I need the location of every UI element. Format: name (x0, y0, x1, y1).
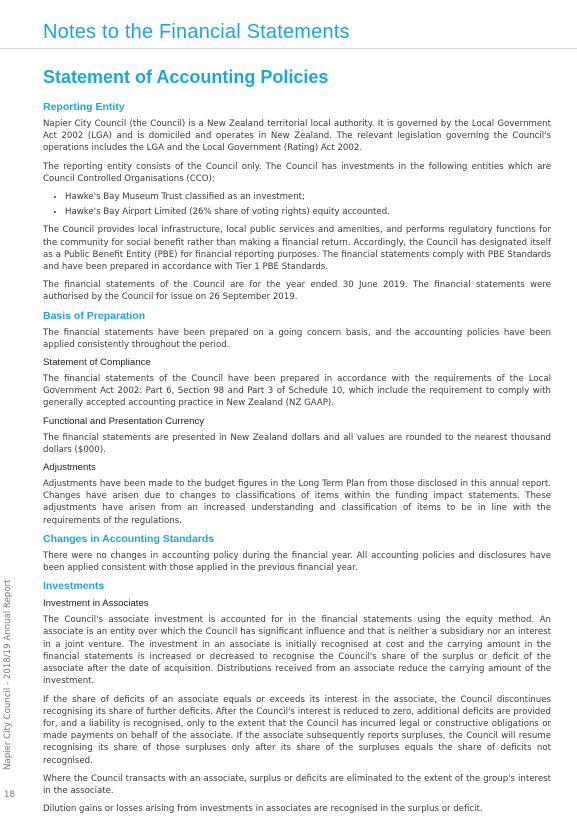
list-item: • Hawke's Bay Museum Trust classified as an investment; (65, 191, 551, 203)
paragraph: If the share of deficits of an associate equals or exceeds its interest in the associate, the Council discontinues recognising its share of further deficits. After the Council's interest is reduced to zero, additional deficits are provided for, and a liability is recognised, only to the extent that the Council has incurred legal or constructive obligations or made payments on behalf of the associate. If the associate subsequently reports surpluses, the Council will resume recognising its share of those surpluses only after its share of the surpluses equals the share of deficits not recognised. (43, 694, 551, 766)
page-header-title: Notes to the Financial Statements (43, 21, 350, 43)
paragraph: The financial statements have been prepared on a going concern basis, and the accounting policies have been applied consistently throughout the period. (43, 327, 551, 350)
paragraph: The financial statements are presented in New Zealand dollars and all values are rounded to the nearest thousand dollars ($000). (43, 432, 551, 455)
paragraph: Where the Council transacts with an associate, surplus or deficits are eliminated to the extent of the group's interest in the associate. (43, 773, 551, 796)
list-item: • Hawke's Bay Airport Limited (26% share of voting rights) equity accounted. (65, 206, 551, 218)
subheading-investment-in-associates: Investment in Associates (43, 598, 149, 610)
paragraph: Dilution gains or losses arising from investments in associates are recognised in the surplus or deficit. (43, 804, 483, 815)
document-title: Statement of Accounting Policies (43, 67, 329, 87)
paragraph: Adjustments have been made to the budget figures in the Long Term Plan from those disclosed in this annual report. Changes have arisen due to changes to classifications of items within the funding impact statements. These adjustments have arisen from an increased understanding and classification of items to be in line with the requirements of the regulations. (43, 479, 551, 526)
subheading-statement-of-compliance: Statement of Compliance (43, 357, 151, 369)
paragraph: The Council's associate investment is accounted for in the financial statements using the equity method. An associate is an entity over which the Council has significant influence and that is neither a subsidiary nor an interest in a joint venture. The investment in an associate is initially recognised at cost and the carrying amount in the financial statements is increased or decreased to recognise the Council's share of the surplus or deficit of the associate after the date of acquisition. Distributions received from an associate reduce the carrying amount of the investment. (43, 615, 551, 687)
heading-basis-of-preparation: Basis of Preparation (43, 309, 146, 322)
heading-investments: Investments (43, 580, 105, 593)
heading-reporting-entity: Reporting Entity (43, 101, 125, 113)
page-number: 18 (4, 790, 15, 800)
header-divider (0, 48, 577, 49)
paragraph: The reporting entity consists of the Council only. The Council has investments in the following entities which are Council Controlled Organisations (CCO): (43, 161, 551, 184)
document-body (43, 101, 551, 821)
heading-changes-in-standards: Changes in Accounting Standards (43, 532, 215, 545)
cco-list (43, 191, 551, 218)
subheading-adjustments: Adjustments (43, 462, 96, 474)
report-side-label: Napier City Council - 2018/19 Annual Report (3, 579, 13, 770)
paragraph: The financial statements of the Council have been prepared in accordance with the requirements of the Local Government Act 2002: Part 6, Section 98 and Part 3 of Schedule 10, which include the requirement to comply with generally accepted accounting practice in New Zealand (NZ GAAP). (43, 374, 551, 409)
paragraph: The financial statements of the Council are for the year ended 30 June 2019. The financial statements were authorised by the Council for issue on 26 September 2019. (43, 280, 551, 303)
paragraph: Napier City Council (the Council) is a New Zealand territorial local authority. It is governed by the Local Government Act 2002 (LGA) and is domiciled and operates in New Zealand. The relevant legislation governing the Council's operations includes the LGA and the Local Government (Rating) Act 2002. (43, 119, 551, 154)
paragraph: There were no changes in accounting policy during the financial year. All accounting policies and disclosures have been applied consistent with those applied in the previous financial year. (43, 550, 551, 574)
paragraph: The Council provides local infrastructure, local public services and amenities, and performs regulatory functions for the community for social benefit rather than making a financial return. Accordingly, the Council has designated itself as a Public Benefit Entity (PBE) for financial reporting purposes. The financial statements comply with PBE Standards and have been prepared in accordance with Tier 1 PBE Standards. (43, 225, 551, 273)
subheading-currency: Functional and Presentation Currency (43, 415, 205, 427)
